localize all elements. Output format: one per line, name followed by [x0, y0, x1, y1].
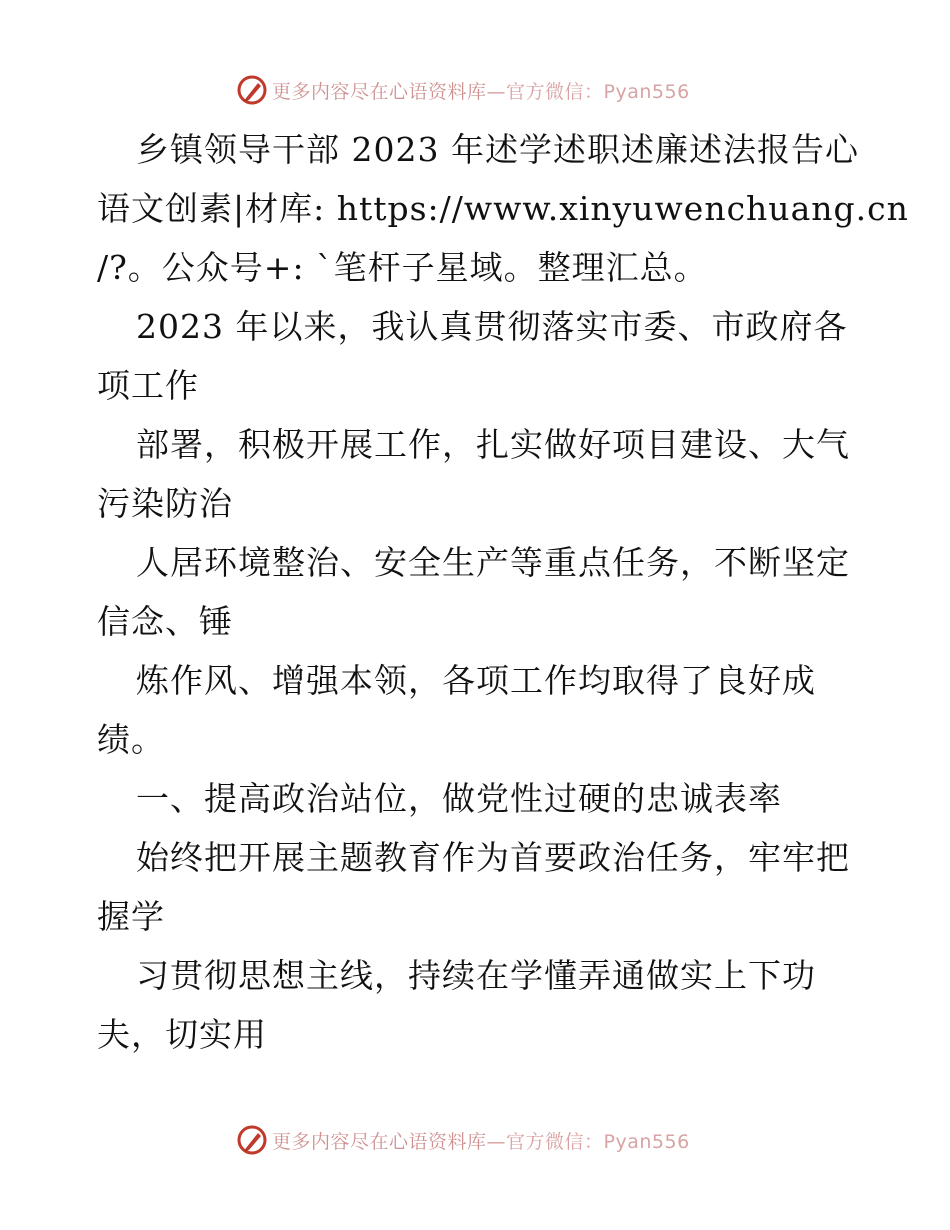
document-body — [97, 120, 909, 1064]
watermark-separator: — — [486, 80, 507, 103]
text-line: 2023 年以来，我认真贯彻落实市委、市政府各 — [136, 307, 848, 346]
text-line: 绩。 — [97, 720, 165, 759]
footer-watermark — [236, 1122, 716, 1158]
pen-logo-icon — [236, 74, 268, 106]
section-heading: 一、提高政治站位，做党性过硬的忠诚表率 — [136, 779, 782, 818]
text-line: 习贯彻思想主线，持续在学懂弄通做实上下功 — [136, 956, 816, 995]
watermark-separator: — — [486, 1130, 507, 1153]
text-line: 夫，切实用 — [97, 1015, 267, 1054]
text-line: 始终把开展主题教育作为首要政治任务，牢牢把 — [136, 838, 850, 877]
watermark-wechat-id: Pyan556 — [603, 80, 690, 103]
watermark-text — [272, 1127, 690, 1154]
text-line: 语文创素|材库: https://www.xinyuwenchuang.cn — [97, 189, 909, 228]
text-line: 人居环境整治、安全生产等重点任务，不断坚定 — [136, 543, 850, 582]
text-line: 握学 — [97, 897, 165, 936]
text-line: 污染防治 — [97, 484, 233, 523]
text-line: 信念、锤 — [97, 602, 233, 641]
watermark-label: 官方微信： — [506, 1130, 604, 1153]
watermark-main: 更多内容尽在心语资料库 — [272, 1130, 487, 1153]
text-line: 项工作 — [97, 366, 199, 405]
header-watermark — [236, 72, 716, 108]
pen-logo-icon — [236, 1124, 268, 1156]
text-line: 乡镇领导干部 2023 年述学述职述廉述法报告心 — [136, 130, 859, 169]
watermark-wechat-id: Pyan556 — [603, 1130, 690, 1153]
text-line: /?。公众号+: `笔杆子星域。整理汇总。 — [97, 248, 708, 287]
watermark-label: 官方微信： — [506, 80, 604, 103]
text-line: 部署，积极开展工作，扎实做好项目建设、大气 — [136, 425, 850, 464]
watermark-main: 更多内容尽在心语资料库 — [272, 80, 487, 103]
watermark-text — [272, 77, 690, 104]
text-line: 炼作风、增强本领，各项工作均取得了良好成 — [136, 661, 816, 700]
